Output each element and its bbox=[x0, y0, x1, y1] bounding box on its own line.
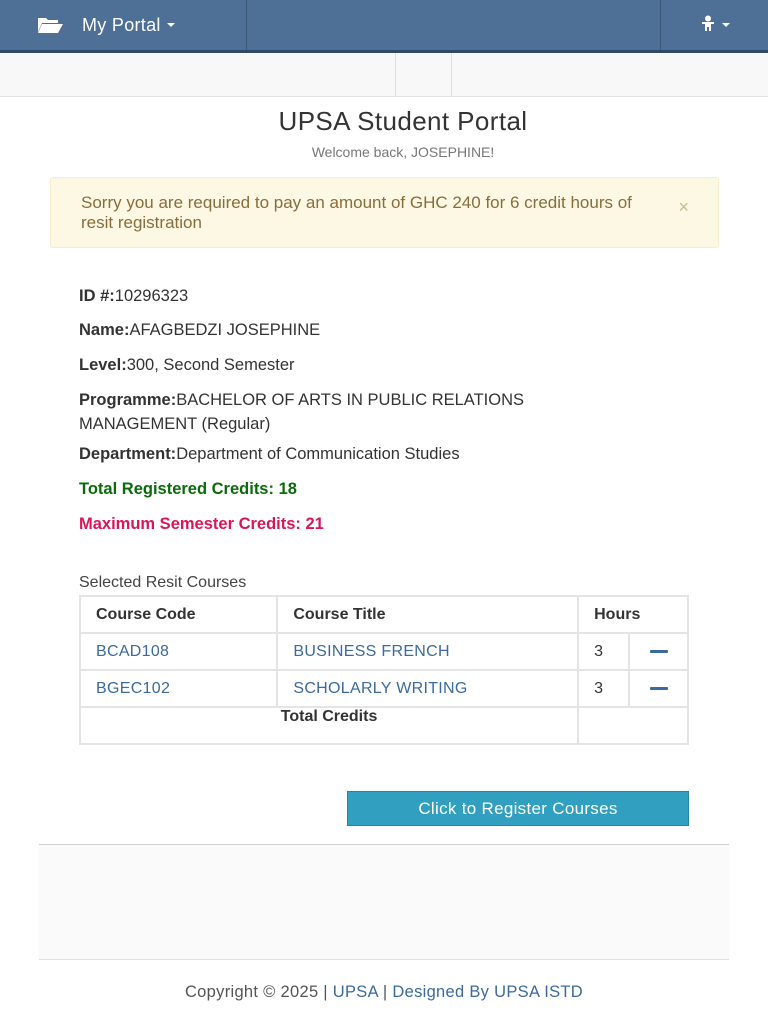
student-level-label: Level: bbox=[79, 356, 127, 374]
course-hours: 3 bbox=[578, 633, 629, 670]
course-title-link[interactable]: SCHOLARLY WRITING bbox=[293, 679, 468, 697]
payment-warning-alert bbox=[50, 177, 719, 248]
total-credits-label: Total Credits bbox=[80, 707, 578, 744]
my-portal-dropdown[interactable] bbox=[0, 0, 247, 50]
student-name-label: Name: bbox=[79, 321, 130, 339]
remove-course-button[interactable] bbox=[629, 633, 688, 670]
designed-by-link[interactable]: Designed By UPSA ISTD bbox=[392, 983, 584, 1001]
student-name-value: AFAGBEDZI JOSEPHINE bbox=[129, 321, 321, 339]
student-level bbox=[79, 353, 295, 377]
secondary-nav-item[interactable] bbox=[395, 53, 452, 97]
close-icon[interactable]: × bbox=[678, 197, 689, 217]
course-title-cell bbox=[277, 670, 578, 707]
total-registered-credits: Total Registered Credits: 18 bbox=[79, 480, 297, 498]
column-header-course-title: Course Title bbox=[277, 596, 578, 633]
student-department bbox=[79, 442, 460, 466]
alert-message: Sorry you are required to pay an amount of GHC 240 for 6 credit hours of resit registration bbox=[81, 193, 632, 232]
student-department-value: Department of Communication Studies bbox=[176, 445, 460, 463]
table-row bbox=[80, 633, 688, 670]
footer bbox=[0, 983, 768, 1002]
course-code-cell bbox=[80, 670, 277, 707]
column-header-hours: Hours bbox=[578, 596, 688, 633]
course-title-link[interactable]: BUSINESS FRENCH bbox=[293, 642, 450, 660]
maximum-semester-credits: Maximum Semester Credits: 21 bbox=[79, 515, 324, 533]
student-level-value: 300, Second Semester bbox=[126, 356, 295, 374]
secondary-nav-bar bbox=[0, 53, 768, 97]
course-code-link[interactable]: BGEC102 bbox=[96, 679, 171, 697]
remove-course-button[interactable] bbox=[629, 670, 688, 707]
course-hours: 3 bbox=[578, 670, 629, 707]
total-credits-row bbox=[80, 707, 688, 744]
folder-open-icon bbox=[36, 16, 66, 34]
student-id-label: ID #: bbox=[79, 287, 115, 305]
register-courses-button[interactable]: Click to Register Courses bbox=[347, 791, 689, 826]
student-programme bbox=[79, 388, 639, 436]
resit-courses-table bbox=[79, 595, 689, 745]
upsa-link[interactable]: UPSA bbox=[332, 983, 379, 1001]
top-navbar bbox=[0, 0, 768, 53]
chevron-down-icon bbox=[722, 23, 730, 27]
minus-icon bbox=[650, 650, 668, 653]
user-icon bbox=[700, 15, 716, 36]
course-code-cell bbox=[80, 633, 277, 670]
course-title-cell bbox=[277, 633, 578, 670]
student-programme-value: BACHELOR OF ARTS IN PUBLIC RELATIONS MANAGEMENT (Regular) bbox=[79, 391, 525, 433]
total-credits-value bbox=[578, 707, 688, 744]
student-id-value: 10296323 bbox=[114, 287, 189, 305]
table-caption: Selected Resit Courses bbox=[79, 574, 247, 591]
student-id bbox=[79, 284, 188, 308]
chevron-down-icon bbox=[167, 23, 175, 27]
student-department-label: Department: bbox=[79, 445, 177, 463]
minus-icon bbox=[650, 687, 668, 690]
copyright-text: Copyright © 2025 | bbox=[184, 983, 333, 1001]
footer-separator: | bbox=[378, 983, 393, 1001]
table-row bbox=[80, 670, 688, 707]
column-header-course-code: Course Code bbox=[80, 596, 277, 633]
footer-divider bbox=[39, 959, 729, 960]
course-code-link[interactable]: BCAD108 bbox=[96, 642, 170, 660]
table-header-row bbox=[80, 596, 688, 633]
navbar-spacer bbox=[247, 0, 661, 50]
page-title: UPSA Student Portal bbox=[278, 106, 528, 136]
student-programme-label: Programme: bbox=[79, 391, 177, 409]
welcome-message: Welcome back, JOSEPHINE! bbox=[311, 144, 495, 160]
my-portal-label: My Portal bbox=[82, 14, 161, 35]
user-menu-dropdown[interactable] bbox=[662, 0, 768, 50]
student-name bbox=[79, 318, 320, 342]
